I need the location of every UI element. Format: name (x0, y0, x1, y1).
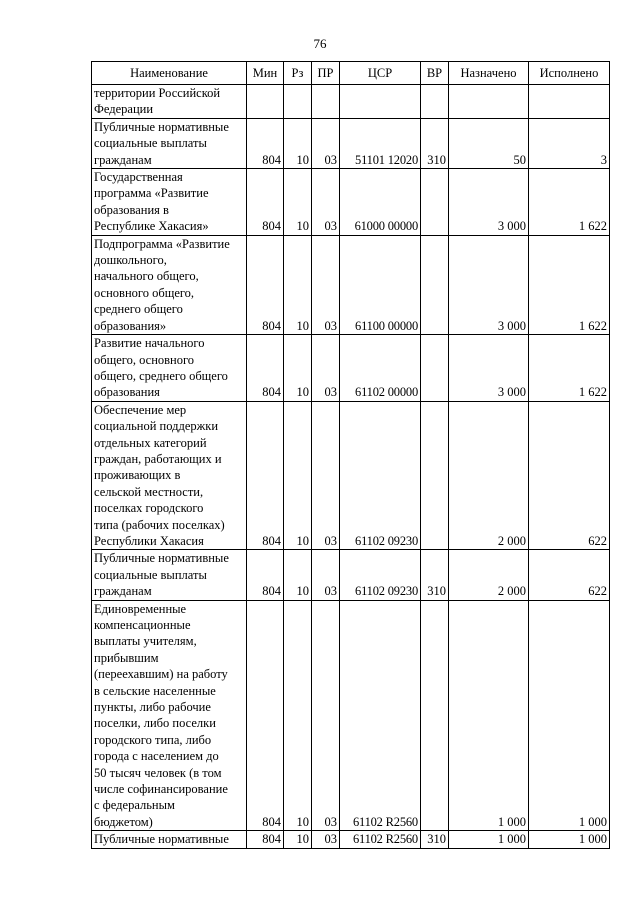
row-name: Подпрограмма «Развитие дошкольного, начального общего, основного общего, среднего общего образования» (92, 235, 247, 334)
row-min: 804 (247, 550, 284, 600)
row-name: Развитие начального общего, основного общего, среднего общего образования (92, 335, 247, 402)
header-rz: Рз (284, 62, 312, 85)
table-row (92, 85, 610, 119)
row-rz (284, 85, 312, 119)
row-vr (421, 169, 449, 236)
row-name: Публичные нормативные социальные выплаты гражданам (92, 550, 247, 600)
row-name: Единовременные компенсационные выплаты учителям, прибывшим (переехавшим) на работу в сельские населенные пункты, либо рабочие поселки, либо поселки городского типа, либо города с населением до 50 тысяч человек (в том числе софинансирование с федеральным бюджетом) (92, 600, 247, 831)
row-pr (312, 85, 340, 119)
row-vr (421, 85, 449, 119)
row-vr (421, 401, 449, 550)
row-assigned: 50 (449, 118, 529, 168)
page-number: 76 (313, 36, 327, 51)
row-rz: 10 (284, 600, 312, 831)
table-row (92, 401, 610, 550)
header-pr: ПР (312, 62, 340, 85)
row-vr: 310 (421, 550, 449, 600)
row-assigned: 1 000 (449, 600, 529, 831)
row-name: территории Российской Федерации (92, 85, 247, 119)
row-min: 804 (247, 600, 284, 831)
row-assigned: 2 000 (449, 401, 529, 550)
header-executed: Исполнено (529, 62, 610, 85)
row-min: 804 (247, 401, 284, 550)
row-assigned: 1 000 (449, 831, 529, 848)
row-name: Обеспечение мер социальной поддержки отдельных категорий граждан, работающих и проживающих в сельской местности, поселках городского типа (рабочих поселках) Республики Хакасия (92, 401, 247, 550)
header-row (92, 62, 610, 85)
row-csr: 61102 R2560 (340, 600, 421, 831)
row-pr: 03 (312, 600, 340, 831)
row-min: 804 (247, 169, 284, 236)
row-name: Публичные нормативные социальные выплаты гражданам (92, 118, 247, 168)
row-executed: 3 (529, 118, 610, 168)
row-executed: 622 (529, 550, 610, 600)
row-vr (421, 335, 449, 402)
row-pr: 03 (312, 235, 340, 334)
row-name: Государственная программа «Развитие образования в Республике Хакасия» (92, 169, 247, 236)
row-assigned (449, 85, 529, 119)
row-csr: 61102 00000 (340, 335, 421, 402)
budget-table (91, 61, 610, 849)
row-pr: 03 (312, 335, 340, 402)
row-pr: 03 (312, 118, 340, 168)
row-executed: 1 622 (529, 169, 610, 236)
row-csr: 61100 00000 (340, 235, 421, 334)
table-row (92, 831, 610, 848)
table-row (92, 550, 610, 600)
row-assigned: 3 000 (449, 335, 529, 402)
row-executed: 1 000 (529, 831, 610, 848)
row-executed: 1 000 (529, 600, 610, 831)
table-row (92, 118, 610, 168)
row-vr (421, 600, 449, 831)
row-rz: 10 (284, 235, 312, 334)
row-rz: 10 (284, 831, 312, 848)
header-csr: ЦСР (340, 62, 421, 85)
row-rz: 10 (284, 169, 312, 236)
table-row (92, 600, 610, 831)
row-csr: 51101 12020 (340, 118, 421, 168)
row-executed: 622 (529, 401, 610, 550)
row-vr: 310 (421, 118, 449, 168)
row-pr: 03 (312, 831, 340, 848)
header-min: Мин (247, 62, 284, 85)
row-csr: 61000 00000 (340, 169, 421, 236)
row-min: 804 (247, 235, 284, 334)
row-rz: 10 (284, 550, 312, 600)
row-rz: 10 (284, 401, 312, 550)
row-executed: 1 622 (529, 235, 610, 334)
row-executed (529, 85, 610, 119)
table-row (92, 235, 610, 334)
row-vr (421, 235, 449, 334)
row-rz: 10 (284, 118, 312, 168)
row-csr (340, 85, 421, 119)
row-pr: 03 (312, 550, 340, 600)
row-executed: 1 622 (529, 335, 610, 402)
row-assigned: 2 000 (449, 550, 529, 600)
row-rz: 10 (284, 335, 312, 402)
row-pr: 03 (312, 169, 340, 236)
row-pr: 03 (312, 401, 340, 550)
row-assigned: 3 000 (449, 169, 529, 236)
row-min (247, 85, 284, 119)
header-name: Наименование (92, 62, 247, 85)
row-name: Публичные нормативные (92, 831, 247, 848)
row-vr: 310 (421, 831, 449, 848)
row-assigned: 3 000 (449, 235, 529, 334)
table-row (92, 335, 610, 402)
row-csr: 61102 09230 (340, 401, 421, 550)
row-csr: 61102 09230 (340, 550, 421, 600)
row-csr: 61102 R2560 (340, 831, 421, 848)
table-row (92, 169, 610, 236)
header-vr: ВР (421, 62, 449, 85)
header-assigned: Назначено (449, 62, 529, 85)
row-min: 804 (247, 118, 284, 168)
row-min: 804 (247, 831, 284, 848)
row-min: 804 (247, 335, 284, 402)
